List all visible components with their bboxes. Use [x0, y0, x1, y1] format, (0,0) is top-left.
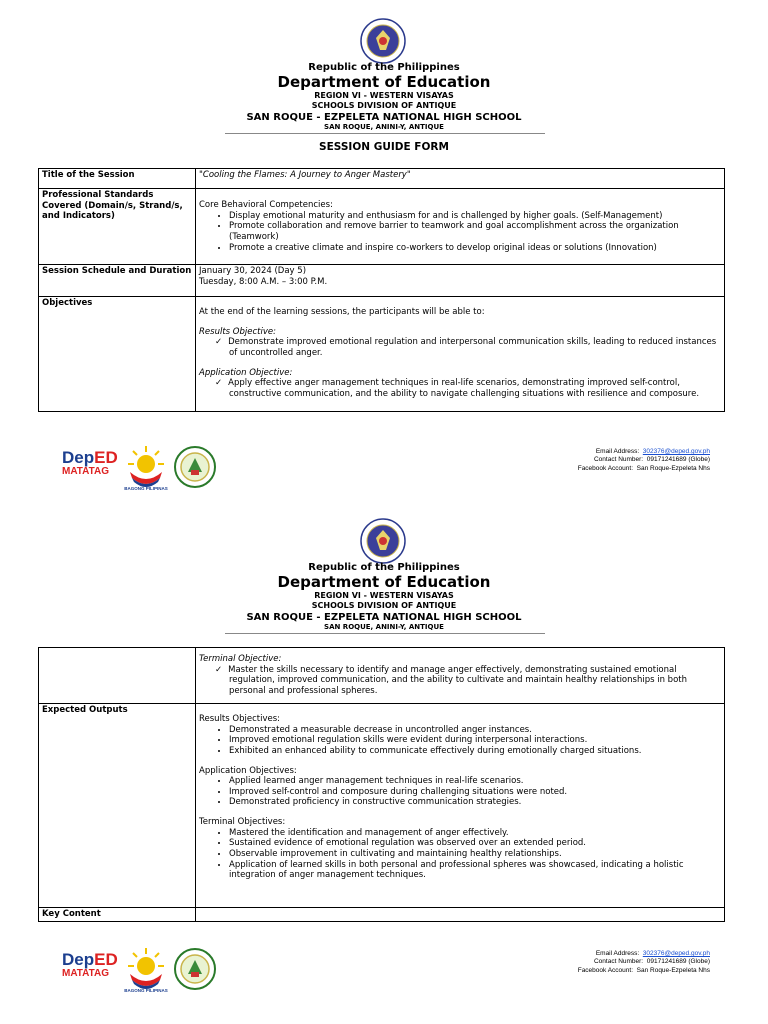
facebook-account: San Roque-Ezpeleta Nhs — [636, 966, 710, 974]
contact-info — [470, 448, 710, 473]
results-objective-heading: Results Objective: — [199, 326, 276, 337]
deped-logo — [62, 448, 116, 477]
region-line: REGION VI - WESTERN VISAYAS — [314, 91, 454, 100]
deped-logo-part: ED — [94, 448, 118, 467]
deped-seal-icon — [360, 518, 406, 564]
bagong-pilipinas-label: BAGONG PILIPINAS — [124, 486, 168, 491]
application-list — [199, 776, 721, 808]
header-divider — [225, 633, 545, 634]
list-item: • Observable improvement in cultivating and maintaining healthy relationships. — [229, 849, 721, 860]
list-item: • Demonstrated proficiency in constructive communication strategies. — [229, 797, 721, 808]
contact-label: Contact Number: — [593, 456, 644, 464]
outputs-cell — [196, 704, 725, 908]
form-title: SESSION GUIDE FORM — [319, 141, 449, 153]
contact-info — [470, 950, 710, 975]
key-content-label: Key Content — [39, 908, 196, 922]
email-link[interactable]: 302376@deped.gov.ph — [642, 950, 710, 957]
deped-logo-part: Dep — [62, 448, 95, 467]
table-row — [39, 704, 725, 908]
table-row — [39, 189, 725, 265]
list-item: ✓ Demonstrate improved emotional regulation and interpersonal communication skills, leading to reduced instances of uncontrolled anger. — [229, 337, 721, 358]
matatag-label: MATATAG — [62, 968, 110, 979]
list-item: • Applied learned anger management techniques in real-life scenarios. — [229, 776, 721, 787]
standards-label: Professional Standards Covered (Domain/s, Strand/s, and Indicators) — [39, 189, 196, 265]
objectives-intro: At the end of the learning sessions, the participants will be able to: — [199, 307, 485, 317]
terminal-objective-heading: Terminal Objective: — [199, 654, 282, 664]
terminal-heading: Terminal Objectives: — [199, 817, 286, 827]
list-item: • Mastered the identification and management of anger effectively. — [229, 828, 721, 839]
school-seal-icon — [174, 948, 216, 990]
application-heading: Application Objectives: — [199, 765, 297, 776]
results-list — [199, 725, 721, 757]
list-item: • Sustained evidence of emotional regulation was observed over an extended period. — [229, 838, 721, 849]
page-2 — [0, 500, 768, 1012]
session-table-1 — [38, 168, 725, 412]
application-objective-list — [199, 378, 721, 399]
list-item: • Application of learned skills in both personal and professional spheres was showcased, indicating a holistic integration of anger management techniques. — [229, 860, 721, 881]
terminal-list — [199, 828, 721, 881]
title-value: "Cooling the Flames: A Journey to Anger Mastery" — [196, 169, 725, 189]
department-title: Department of Education — [277, 73, 491, 91]
results-objective-list — [199, 337, 721, 358]
list-item: ✓ Master the skills necessary to identify and manage anger effectively, demonstrating sustained emotional regulation, improved communication, and the ability to cultivate and maintain healthy relationships in both personal and professional spheres. — [229, 665, 721, 697]
outputs-label: Expected Outputs — [39, 704, 196, 908]
standards-list — [199, 211, 721, 254]
list-item: • Promote collaboration and remove barrier to teamwork and goal accomplishment across the organization (Teamwork) — [229, 221, 721, 242]
facebook-label: Facebook Account: — [577, 966, 634, 974]
school-name: SAN ROQUE - EZPELETA NATIONAL HIGH SCHOOL — [246, 612, 522, 623]
matatag-label: MATATAG — [62, 466, 110, 477]
email-link[interactable]: 302376@deped.gov.ph — [642, 448, 710, 455]
schedule-label: Session Schedule and Duration — [39, 265, 196, 297]
region-line: REGION VI - WESTERN VISAYAS — [314, 591, 454, 600]
deped-logo — [62, 950, 116, 979]
schedule-date: January 30, 2024 (Day 5) — [199, 266, 307, 276]
table-row — [39, 908, 725, 922]
deped-seal-icon — [360, 18, 406, 64]
list-item: • Improved self-control and composure during challenging situations were noted. — [229, 787, 721, 798]
table-row — [39, 169, 725, 189]
objectives-cell — [196, 297, 725, 412]
division-line: SCHOOLS DIVISION OF ANTIQUE — [311, 601, 457, 610]
list-item: • Promote a creative climate and inspire co-workers to develop original ideas or solutions (Innovation) — [229, 243, 721, 254]
deped-logo-part: ED — [94, 950, 118, 969]
list-item: ✓ Apply effective anger management techniques in real-life scenarios, demonstrating improved self-control, constructive communication, and the ability to navigate challenging situations with resilience and composure. — [229, 378, 721, 399]
department-title: Department of Education — [277, 573, 491, 591]
schedule-cell — [196, 265, 725, 297]
contact-number: 09171241689 (Globe) — [646, 958, 710, 966]
list-item: • Improved emotional regulation skills were evident during interpersonal interactions. — [229, 735, 721, 746]
republic-line: Republic of the Philippines — [308, 62, 460, 73]
email-label: Email Address: — [595, 950, 640, 957]
terminal-objective-cell — [196, 648, 725, 704]
key-content-cell — [196, 908, 725, 922]
deped-logo-part: Dep — [62, 950, 95, 969]
objectives-label: Objectives — [39, 297, 196, 412]
table-row — [39, 648, 725, 704]
facebook-label: Facebook Account: — [577, 464, 634, 472]
list-item: • Exhibited an enhanced ability to communicate effectively during emotionally charged situations. — [229, 746, 721, 757]
header-divider — [225, 133, 545, 134]
contact-number: 09171241689 (Globe) — [646, 456, 710, 464]
results-heading: Results Objectives: — [199, 714, 280, 724]
empty-label-cell — [39, 648, 196, 704]
table-row — [39, 265, 725, 297]
facebook-account: San Roque-Ezpeleta Nhs — [636, 464, 710, 472]
session-table-2 — [38, 647, 725, 922]
standards-cell — [196, 189, 725, 265]
email-label: Email Address: — [595, 448, 640, 455]
school-address: SAN ROQUE, ANINI-Y, ANTIQUE — [324, 623, 444, 631]
bagong-pilipinas-label: BAGONG PILIPINAS — [124, 988, 168, 993]
table-row — [39, 297, 725, 412]
contact-label: Contact Number: — [593, 958, 644, 966]
school-name: SAN ROQUE - EZPELETA NATIONAL HIGH SCHOOL — [246, 112, 522, 123]
republic-line: Republic of the Philippines — [308, 562, 460, 573]
list-item: • Demonstrated a measurable decrease in uncontrolled anger instances. — [229, 725, 721, 736]
school-address: SAN ROQUE, ANINI-Y, ANTIQUE — [324, 123, 444, 131]
schedule-time: Tuesday, 8:00 A.M. – 3:00 P.M. — [199, 276, 328, 287]
division-line: SCHOOLS DIVISION OF ANTIQUE — [311, 101, 457, 110]
terminal-objective-list — [199, 665, 721, 697]
standards-intro: Core Behavioral Competencies: — [199, 200, 333, 210]
list-item: • Display emotional maturity and enthusiasm for and is challenged by higher goals. (Self-Management) — [229, 211, 721, 222]
title-label: Title of the Session — [39, 169, 196, 189]
application-objective-heading: Application Objective: — [199, 367, 293, 378]
school-seal-icon — [174, 446, 216, 488]
